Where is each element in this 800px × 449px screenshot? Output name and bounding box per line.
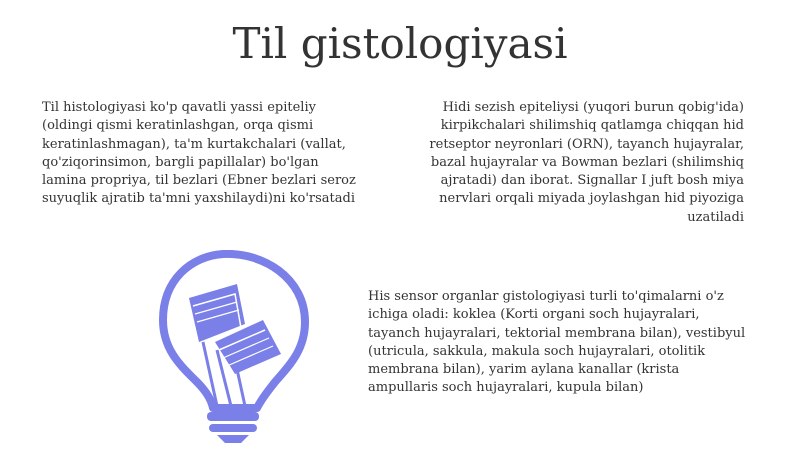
slide-title: Til gistologiyasi (232, 19, 568, 68)
tongue-histology-text: Til histologiyasi ko'p qavatli yassi epiteliy (oldingi qismi keratinlashgan, orqa qismi keratinlashmagan), ta'm kurtakchalari (vallat, qo'ziqorinsimon, bargli papillalar) bo'lgan lamina propriya, til bezlari (Ebner bezlari seroz suyuqlik ajratib ta'mni yaxshilaydi)ni ko'rsatadi (42, 100, 356, 207)
olfactory-epithelium-text: Hidi sezish epiteliysi (yuqori burun qobig'ida) kirpikchalari shilimshiq qatlamga chiqqan hid retseptor neyronlari (ORN), tayanch hujayralar, bazal hujayralar va Bowman bezlari (shilimshiq ajratadi) dan iborat. Signallar I juft bosh miya nervlari orqali miyada joylashgan hid piyoziga uzatiladi (429, 100, 744, 225)
sensory-organs-text: His sensor organlar gistologiyasi turli to'qimalarni o'z ichiga oladi: koklea (Korti organi soch hujayralari, tayanch hujayralari, tektorial membrana bilan), vestibyul (utricula, sakkula, makula soch hujayralari, otolitik membrana bilan), yarim aylana kanallar (krista ampullaris soch hujayralari, kupula bilan) (368, 289, 746, 396)
lightbulb-book-icon (145, 250, 320, 445)
